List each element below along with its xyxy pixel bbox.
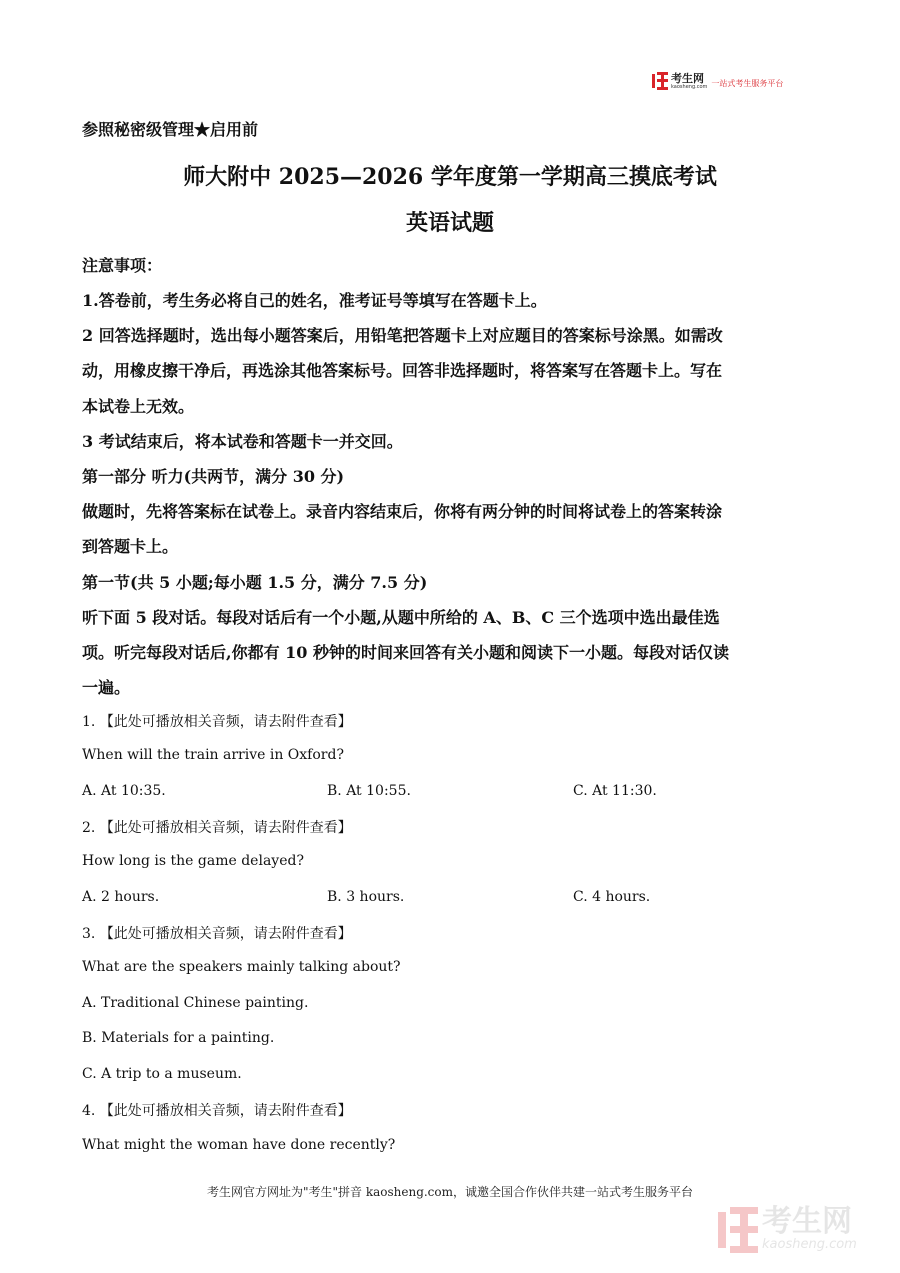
option-b: B. At 10:55. — [327, 783, 411, 799]
note-line: 2 回答选择题时，选出每小题答案后，用铅笔把答题卡上对应题目的答案标号涂黑。如需改 — [82, 326, 723, 345]
section1-instruction: 听下面 5 段对话。每段对话后有一个小题,从题中所给的 A、B、C 三个选项中选出最佳选 — [82, 608, 720, 627]
question-audio-placeholder[interactable]: 4. 【此处可播放相关音频，请去附件查看】 — [82, 1103, 352, 1119]
watermark-url: kaosheng.com — [762, 1237, 857, 1252]
option-a: A. Traditional Chinese painting. — [82, 995, 309, 1011]
option-c: C. At 11:30. — [573, 783, 657, 799]
part1-heading: 第一部分 听力(共两节，满分 30 分) — [82, 467, 345, 486]
question-audio-placeholder[interactable]: 1. 【此处可播放相关音频，请去附件查看】 — [82, 714, 352, 730]
page-subtitle: 英语试题 — [405, 210, 494, 236]
note-line: 3 考试结束后，将本试卷和答题卡一并交回。 — [82, 432, 403, 451]
page-title: 师大附中 2025—2026 学年度第一学期高三摸底考试 — [183, 164, 717, 190]
question-stem: How long is the game delayed? — [82, 853, 304, 869]
watermark — [718, 1204, 857, 1253]
option-a: A. At 10:35. — [82, 783, 166, 799]
part1-instruction: 到答题卡上。 — [82, 537, 179, 556]
option-b: B. Materials for a painting. — [82, 1030, 275, 1046]
note-line: 动，用橡皮擦干净后，再选涂其他答案标号。回答非选择题时，将答案写在答题卡上。写在 — [82, 361, 723, 380]
option-b: B. 3 hours. — [327, 889, 405, 905]
question-stem: When will the train arrive in Oxford? — [82, 747, 344, 763]
section1-instruction: 项。听完每段对话后,你都有 10 秒钟的时间来回答有关小题和阅读下一小题。每段对话仅读 — [82, 643, 729, 662]
note-line: 本试卷上无效。 — [82, 397, 195, 416]
kaosheng-logo-icon — [652, 72, 668, 90]
logo-slogan: 一站式考生服务平台 — [711, 78, 784, 88]
kaosheng-logo[interactable] — [652, 72, 783, 90]
question-stem: What are the speakers mainly talking about? — [82, 959, 401, 975]
logo-url: kaosheng.com — [671, 83, 708, 90]
part1-instruction: 做题时，先将答案标在试卷上。录音内容结束后，你将有两分钟的时间将试卷上的答案转涂 — [82, 502, 723, 521]
question-audio-placeholder[interactable]: 2. 【此处可播放相关音频，请去附件查看】 — [82, 820, 352, 836]
note-line: 1.答卷前，考生务必将自己的姓名，准考证号等填写在答题卡上。 — [82, 291, 547, 310]
option-c: C. A trip to a museum. — [82, 1066, 242, 1082]
watermark-name: 考生网 — [762, 1204, 852, 1239]
section1-instruction: 一遍。 — [82, 678, 131, 697]
notes-heading: 注意事项： — [82, 256, 163, 275]
watermark-logo-icon — [718, 1207, 758, 1253]
question-stem: What might the woman have done recently? — [82, 1137, 396, 1153]
section1-heading: 第一节(共 5 小题;每小题 1.5 分，满分 7.5 分) — [82, 573, 428, 592]
secret-label: 参照秘密级管理★启用前 — [82, 120, 259, 139]
footer-text: 考生网官方网址为"考生"拼音 kaosheng.com，诚邀全国合作伙伴共建一站式考生服务平台 — [206, 1185, 694, 1199]
option-a: A. 2 hours. — [82, 889, 160, 905]
question-audio-placeholder[interactable]: 3. 【此处可播放相关音频，请去附件查看】 — [82, 926, 352, 942]
logo-name: 考生网 — [671, 71, 704, 85]
option-c: C. 4 hours. — [573, 889, 651, 905]
